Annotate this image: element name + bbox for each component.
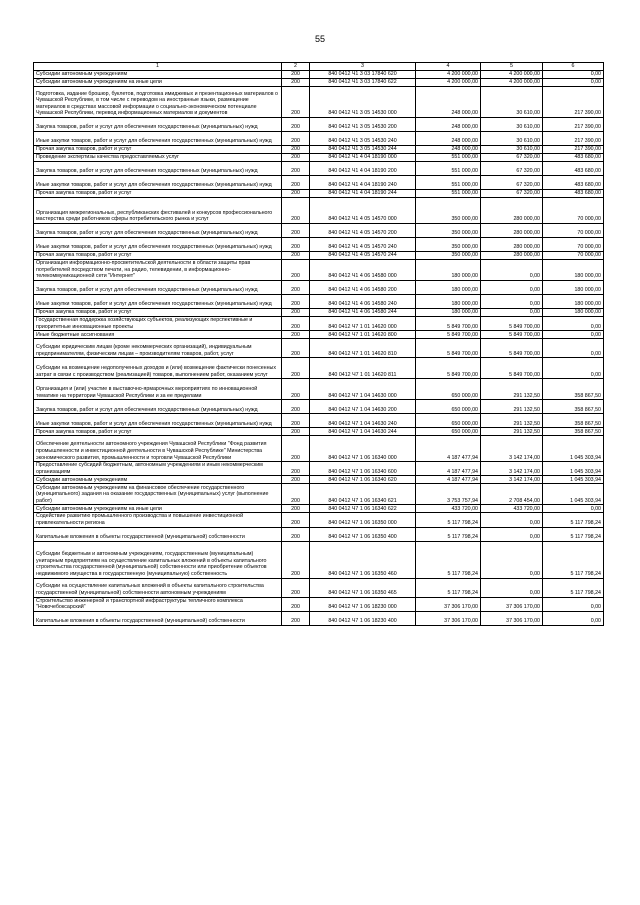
- expense-name-cell: Иные закупки товаров, работ и услуг для обеспечения государственных (муниципальных) нужд: [34, 414, 282, 428]
- expense-name-cell: Субсидии бюджетным и автономным учреждениям, государственным (муниципальным) унитарным предприятиям на осуществление капитальных вложений в объекты капитального строительства государственной (муниципальной) собственности или приобретение объектов недвижимого имущества в государственную (муниципальную) собственность: [34, 541, 282, 578]
- table-row: [34, 71, 604, 79]
- unexecuted-amount-cell: 217 390,00: [543, 132, 604, 146]
- expense-name-cell: Закупка товаров, работ и услуг для обеспечения государственных (муниципальных) нужд: [34, 224, 282, 238]
- expense-name-cell: Прочая закупка товаров, работ и услуг: [34, 252, 282, 260]
- line-code-cell: 200: [282, 331, 310, 339]
- classification-code-cell: 840 0412 Ч7 1 01 14620 810: [310, 339, 416, 358]
- table-row: [34, 224, 604, 238]
- classification-code-cell: 840 0412 Ч7 1 04 14630 200: [310, 400, 416, 414]
- approved-amount-cell: 4 200 000,00: [416, 71, 481, 79]
- line-code-cell: 200: [282, 146, 310, 154]
- approved-amount-cell: 4 187 477,94: [416, 436, 481, 462]
- expense-name-cell: Капитальные вложения в объекты государственной (муниципальной) собственности: [34, 611, 282, 625]
- executed-amount-cell: 2 708 454,00: [481, 484, 543, 505]
- executed-amount-cell: 30 610,00: [481, 146, 543, 154]
- column-number-header: 1: [34, 63, 282, 71]
- expense-name-cell: Иные закупки товаров, работ и услуг для обеспечения государственных (муниципальных) нужд: [34, 132, 282, 146]
- executed-amount-cell: 0,00: [481, 527, 543, 541]
- line-code-cell: 200: [282, 309, 310, 317]
- line-code-cell: 200: [282, 87, 310, 118]
- table-row: [34, 79, 604, 87]
- classification-code-cell: 840 0412 Ч1 4 04 18190 244: [310, 190, 416, 198]
- column-number-row: [34, 63, 604, 71]
- executed-amount-cell: 291 132,50: [481, 400, 543, 414]
- executed-amount-cell: 37 306 170,00: [481, 611, 543, 625]
- table-body: [34, 71, 604, 626]
- unexecuted-amount-cell: 0,00: [543, 358, 604, 379]
- expense-name-cell: Подготовка, издание брошюр, буклетов, подготовка имиджевых и презентационных материалов о Чувашской Республике, в том числе с переводом на иностранные языки, размещение материалов в средствах массовой информации о социально-экономическом потенциале Чувашской Республики, перевод информационных материалов и документов: [34, 87, 282, 118]
- approved-amount-cell: 350 000,00: [416, 198, 481, 224]
- executed-amount-cell: 30 610,00: [481, 87, 543, 118]
- approved-amount-cell: 650 000,00: [416, 414, 481, 428]
- approved-amount-cell: 5 849 700,00: [416, 358, 481, 379]
- budget-table: [33, 62, 604, 626]
- classification-code-cell: 840 0412 Ч7 1 04 14630 000: [310, 379, 416, 400]
- approved-amount-cell: 350 000,00: [416, 252, 481, 260]
- line-code-cell: 200: [282, 462, 310, 476]
- approved-amount-cell: 37 306 170,00: [416, 611, 481, 625]
- table-row: [34, 611, 604, 625]
- unexecuted-amount-cell: 483 680,00: [543, 190, 604, 198]
- executed-amount-cell: 30 610,00: [481, 118, 543, 132]
- table-row: [34, 118, 604, 132]
- approved-amount-cell: 5 117 798,24: [416, 527, 481, 541]
- executed-amount-cell: 280 000,00: [481, 224, 543, 238]
- approved-amount-cell: 180 000,00: [416, 281, 481, 295]
- approved-amount-cell: 248 000,00: [416, 146, 481, 154]
- unexecuted-amount-cell: 5 117 798,24: [543, 527, 604, 541]
- unexecuted-amount-cell: 180 000,00: [543, 260, 604, 281]
- column-number-header: 3: [310, 63, 416, 71]
- line-code-cell: 200: [282, 224, 310, 238]
- classification-code-cell: 840 0412 Ч1 3 05 14530 000: [310, 87, 416, 118]
- line-code-cell: 200: [282, 358, 310, 379]
- approved-amount-cell: 5 849 700,00: [416, 331, 481, 339]
- unexecuted-amount-cell: 483 680,00: [543, 176, 604, 190]
- classification-code-cell: 840 0412 Ч7 1 06 16350 460: [310, 541, 416, 578]
- approved-amount-cell: 551 000,00: [416, 162, 481, 176]
- classification-code-cell: 840 0412 Ч1 4 05 14570 244: [310, 252, 416, 260]
- executed-amount-cell: 0,00: [481, 295, 543, 309]
- table-row: [34, 281, 604, 295]
- classification-code-cell: 840 0412 Ч1 4 04 18190 200: [310, 162, 416, 176]
- classification-code-cell: 840 0412 Ч1 4 05 14570 000: [310, 198, 416, 224]
- expense-name-cell: Прочая закупка товаров, работ и услуг: [34, 309, 282, 317]
- line-code-cell: 200: [282, 252, 310, 260]
- approved-amount-cell: 350 000,00: [416, 224, 481, 238]
- approved-amount-cell: 350 000,00: [416, 238, 481, 252]
- executed-amount-cell: 37 306 170,00: [481, 597, 543, 611]
- approved-amount-cell: 4 187 477,94: [416, 462, 481, 476]
- line-code-cell: 200: [282, 132, 310, 146]
- expense-name-cell: Иные закупки товаров, работ и услуг для обеспечения государственных (муниципальных) нужд: [34, 176, 282, 190]
- expense-name-cell: Организация информационно-просветительской деятельности в области защиты прав потребителей посредством печати, на радио, телевидении, в информационно-телекоммуникационной сети "Интернет": [34, 260, 282, 281]
- table-row: [34, 541, 604, 578]
- approved-amount-cell: 5 117 798,24: [416, 513, 481, 527]
- line-code-cell: 200: [282, 190, 310, 198]
- table-row: [34, 309, 604, 317]
- expense-name-cell: Содействие развитию промышленного производства и повышение инвестиционной привлекательности региона: [34, 513, 282, 527]
- classification-code-cell: 840 0412 Ч1 3 03 17840 622: [310, 79, 416, 87]
- approved-amount-cell: 433 720,00: [416, 505, 481, 513]
- line-code-cell: 200: [282, 317, 310, 331]
- expense-name-cell: Закупка товаров, работ и услуг для обеспечения государственных (муниципальных) нужд: [34, 400, 282, 414]
- approved-amount-cell: 5 117 798,24: [416, 541, 481, 578]
- page-number: 55: [314, 34, 325, 44]
- classification-code-cell: 840 0412 Ч1 4 06 14580 000: [310, 260, 416, 281]
- table-row: [34, 252, 604, 260]
- line-code-cell: 200: [282, 238, 310, 252]
- line-code-cell: 200: [282, 198, 310, 224]
- unexecuted-amount-cell: 0,00: [543, 597, 604, 611]
- classification-code-cell: 840 0412 Ч1 4 04 18190 240: [310, 176, 416, 190]
- classification-code-cell: 840 0412 Ч1 3 05 14530 240: [310, 132, 416, 146]
- expense-name-cell: Закупка товаров, работ и услуг для обеспечения государственных (муниципальных) нужд: [34, 118, 282, 132]
- unexecuted-amount-cell: 0,00: [543, 611, 604, 625]
- table-row: [34, 476, 604, 484]
- table-row: [34, 462, 604, 476]
- line-code-cell: 200: [282, 597, 310, 611]
- classification-code-cell: 840 0412 Ч1 4 06 14580 240: [310, 295, 416, 309]
- unexecuted-amount-cell: 70 000,00: [543, 252, 604, 260]
- expense-name-cell: Иные закупки товаров, работ и услуг для обеспечения государственных (муниципальных) нужд: [34, 295, 282, 309]
- unexecuted-amount-cell: 0,00: [543, 505, 604, 513]
- unexecuted-amount-cell: 217 390,00: [543, 146, 604, 154]
- table-row: [34, 513, 604, 527]
- unexecuted-amount-cell: 5 117 798,24: [543, 541, 604, 578]
- column-number-header: 4: [416, 63, 481, 71]
- expense-name-cell: Государственная поддержка хозяйствующих субъектов, реализующих перспективные и приоритетные инновационные проекты: [34, 317, 282, 331]
- executed-amount-cell: 433 720,00: [481, 505, 543, 513]
- unexecuted-amount-cell: 0,00: [543, 339, 604, 358]
- approved-amount-cell: 551 000,00: [416, 190, 481, 198]
- line-code-cell: 200: [282, 118, 310, 132]
- table-row: [34, 358, 604, 379]
- classification-code-cell: 840 0412 Ч7 1 01 14620 800: [310, 331, 416, 339]
- approved-amount-cell: 4 187 477,94: [416, 476, 481, 484]
- table-row: [34, 198, 604, 224]
- unexecuted-amount-cell: 0,00: [543, 71, 604, 79]
- executed-amount-cell: 30 610,00: [481, 132, 543, 146]
- expense-name-cell: Субсидии на возмещение недополученных доходов и (или) возмещение фактически понесенных затрат в связи с производством (реализацией) товаров, выполнением работ, оказанием услуг: [34, 358, 282, 379]
- approved-amount-cell: 180 000,00: [416, 309, 481, 317]
- classification-code-cell: 840 0412 Ч7 1 01 14620 811: [310, 358, 416, 379]
- table-row: [34, 317, 604, 331]
- classification-code-cell: 840 0412 Ч7 1 06 18230 000: [310, 597, 416, 611]
- unexecuted-amount-cell: 70 000,00: [543, 224, 604, 238]
- table-row: [34, 190, 604, 198]
- table-row: [34, 436, 604, 462]
- classification-code-cell: 840 0412 Ч7 1 06 16350 400: [310, 527, 416, 541]
- table-row: [34, 505, 604, 513]
- expense-name-cell: Прочая закупка товаров, работ и услуг: [34, 428, 282, 436]
- executed-amount-cell: 3 142 174,00: [481, 476, 543, 484]
- line-code-cell: 200: [282, 162, 310, 176]
- expense-name-cell: Субсидии автономным учреждениям на финансовое обеспечение государственного (муниципального) задания на оказание государственных (муниципальных) услуг (выполнение работ): [34, 484, 282, 505]
- approved-amount-cell: 37 306 170,00: [416, 597, 481, 611]
- line-code-cell: 200: [282, 505, 310, 513]
- unexecuted-amount-cell: 358 867,50: [543, 428, 604, 436]
- classification-code-cell: 840 0412 Ч7 1 06 16340 621: [310, 484, 416, 505]
- approved-amount-cell: 5 849 700,00: [416, 317, 481, 331]
- table-row: [34, 331, 604, 339]
- expense-name-cell: Субсидии автономным учреждениям: [34, 476, 282, 484]
- table-row: [34, 87, 604, 118]
- approved-amount-cell: 248 000,00: [416, 87, 481, 118]
- classification-code-cell: 840 0412 Ч7 1 01 14620 000: [310, 317, 416, 331]
- line-code-cell: 200: [282, 260, 310, 281]
- table-row: [34, 260, 604, 281]
- executed-amount-cell: 67 320,00: [481, 162, 543, 176]
- approved-amount-cell: 4 200 000,00: [416, 79, 481, 87]
- classification-code-cell: 840 0412 Ч1 3 05 14530 200: [310, 118, 416, 132]
- approved-amount-cell: 551 000,00: [416, 154, 481, 162]
- approved-amount-cell: 551 000,00: [416, 176, 481, 190]
- approved-amount-cell: 650 000,00: [416, 428, 481, 436]
- table-row: [34, 339, 604, 358]
- unexecuted-amount-cell: 1 045 303,94: [543, 462, 604, 476]
- line-code-cell: 200: [282, 379, 310, 400]
- table-row: [34, 132, 604, 146]
- unexecuted-amount-cell: 217 390,00: [543, 87, 604, 118]
- classification-code-cell: 840 0412 Ч1 4 04 18190 000: [310, 154, 416, 162]
- table-row: [34, 162, 604, 176]
- executed-amount-cell: 291 132,50: [481, 379, 543, 400]
- expense-name-cell: Закупка товаров, работ и услуг для обеспечения государственных (муниципальных) нужд: [34, 162, 282, 176]
- approved-amount-cell: 180 000,00: [416, 260, 481, 281]
- line-code-cell: 200: [282, 71, 310, 79]
- expense-name-cell: Субсидии автономным учреждениям: [34, 71, 282, 79]
- expense-name-cell: Прочая закупка товаров, работ и услуг: [34, 190, 282, 198]
- table-row: [34, 527, 604, 541]
- expense-name-cell: Закупка товаров, работ и услуг для обеспечения государственных (муниципальных) нужд: [34, 281, 282, 295]
- classification-code-cell: 840 0412 Ч1 4 06 14580 200: [310, 281, 416, 295]
- expense-name-cell: Иные закупки товаров, работ и услуг для обеспечения государственных (муниципальных) нужд: [34, 238, 282, 252]
- unexecuted-amount-cell: 0,00: [543, 317, 604, 331]
- table-row: [34, 428, 604, 436]
- unexecuted-amount-cell: 358 867,50: [543, 400, 604, 414]
- executed-amount-cell: 5 849 700,00: [481, 358, 543, 379]
- table-row: [34, 414, 604, 428]
- unexecuted-amount-cell: 70 000,00: [543, 198, 604, 224]
- executed-amount-cell: 280 000,00: [481, 198, 543, 224]
- classification-code-cell: 840 0412 Ч1 4 06 14580 244: [310, 309, 416, 317]
- executed-amount-cell: 5 849 700,00: [481, 317, 543, 331]
- unexecuted-amount-cell: 5 117 798,24: [543, 513, 604, 527]
- line-code-cell: 200: [282, 281, 310, 295]
- table-row: [34, 154, 604, 162]
- unexecuted-amount-cell: 483 680,00: [543, 154, 604, 162]
- expense-name-cell: Предоставление субсидий бюджетным, автономным учреждениям и иным некоммерческим организациям: [34, 462, 282, 476]
- table-row: [34, 484, 604, 505]
- executed-amount-cell: 0,00: [481, 541, 543, 578]
- classification-code-cell: 840 0412 Ч7 1 06 16340 622: [310, 505, 416, 513]
- approved-amount-cell: 3 753 757,94: [416, 484, 481, 505]
- expense-name-cell: Обеспечение деятельности автономного учреждения Чувашской Республики "Фонд развития промышленности и инвестиционной деятельности в Чувашской Республике" Министерства экономического развития, промышленности и торговли Чувашской Республики: [34, 436, 282, 462]
- column-number-header: 5: [481, 63, 543, 71]
- expense-name-cell: Субсидии на осуществление капитальных вложений в объекты капитального строительства государственной (муниципальной) собственности автономным учреждениям: [34, 578, 282, 597]
- line-code-cell: 200: [282, 79, 310, 87]
- approved-amount-cell: 5 849 700,00: [416, 339, 481, 358]
- table-row: [34, 146, 604, 154]
- line-code-cell: 200: [282, 513, 310, 527]
- unexecuted-amount-cell: 180 000,00: [543, 295, 604, 309]
- executed-amount-cell: 5 849 700,00: [481, 339, 543, 358]
- executed-amount-cell: 3 142 174,00: [481, 436, 543, 462]
- unexecuted-amount-cell: 358 867,50: [543, 414, 604, 428]
- approved-amount-cell: 5 117 798,24: [416, 578, 481, 597]
- classification-code-cell: 840 0412 Ч7 1 06 16340 000: [310, 436, 416, 462]
- expense-name-cell: Строительство инженерной и транспортной инфраструктуры тепличного комплекса "Новочебоксарский": [34, 597, 282, 611]
- expense-name-cell: Организация межрегиональных, республиканских фестивалей и конкурсов профессионального мастерства среди работников сферы потребительского рынка и услуг: [34, 198, 282, 224]
- expense-name-cell: Прочая закупка товаров, работ и услуг: [34, 146, 282, 154]
- executed-amount-cell: 291 132,50: [481, 428, 543, 436]
- classification-code-cell: 840 0412 Ч7 1 06 16350 465: [310, 578, 416, 597]
- executed-amount-cell: 0,00: [481, 513, 543, 527]
- table-row: [34, 176, 604, 190]
- line-code-cell: 200: [282, 436, 310, 462]
- line-code-cell: 200: [282, 414, 310, 428]
- table-row: [34, 597, 604, 611]
- approved-amount-cell: 650 000,00: [416, 379, 481, 400]
- line-code-cell: 200: [282, 541, 310, 578]
- table-row: [34, 578, 604, 597]
- column-number-header: 2: [282, 63, 310, 71]
- unexecuted-amount-cell: 0,00: [543, 79, 604, 87]
- executed-amount-cell: 4 200 000,00: [481, 79, 543, 87]
- line-code-cell: 200: [282, 339, 310, 358]
- unexecuted-amount-cell: 180 000,00: [543, 281, 604, 295]
- table-row: [34, 400, 604, 414]
- classification-code-cell: 840 0412 Ч7 1 04 14630 244: [310, 428, 416, 436]
- classification-code-cell: 840 0412 Ч1 3 05 14530 244: [310, 146, 416, 154]
- table-row: [34, 295, 604, 309]
- executed-amount-cell: 67 320,00: [481, 190, 543, 198]
- executed-amount-cell: 280 000,00: [481, 238, 543, 252]
- executed-amount-cell: 67 320,00: [481, 154, 543, 162]
- unexecuted-amount-cell: 358 867,50: [543, 379, 604, 400]
- line-code-cell: 200: [282, 400, 310, 414]
- executed-amount-cell: 0,00: [481, 281, 543, 295]
- approved-amount-cell: 248 000,00: [416, 132, 481, 146]
- unexecuted-amount-cell: 1 045 303,94: [543, 476, 604, 484]
- approved-amount-cell: 650 000,00: [416, 400, 481, 414]
- classification-code-cell: 840 0412 Ч7 1 06 16340 620: [310, 476, 416, 484]
- executed-amount-cell: 0,00: [481, 309, 543, 317]
- expense-name-cell: Субсидии юридическим лицам (кроме некоммерческих организаций), индивидуальным предпринимателям, физическим лицам – производителям товаров, работ, услуг: [34, 339, 282, 358]
- expense-name-cell: Субсидии автономным учреждениям на иные цели: [34, 505, 282, 513]
- expense-name-cell: Капитальные вложения в объекты государственной (муниципальной) собственности: [34, 527, 282, 541]
- executed-amount-cell: 0,00: [481, 260, 543, 281]
- approved-amount-cell: 180 000,00: [416, 295, 481, 309]
- executed-amount-cell: 0,00: [481, 578, 543, 597]
- classification-code-cell: 840 0412 Ч7 1 04 14630 240: [310, 414, 416, 428]
- unexecuted-amount-cell: 180 000,00: [543, 309, 604, 317]
- line-code-cell: 200: [282, 578, 310, 597]
- unexecuted-amount-cell: 5 117 798,24: [543, 578, 604, 597]
- unexecuted-amount-cell: 70 000,00: [543, 238, 604, 252]
- classification-code-cell: 840 0412 Ч7 1 06 16340 600: [310, 462, 416, 476]
- executed-amount-cell: 3 142 174,00: [481, 462, 543, 476]
- classification-code-cell: 840 0412 Ч7 1 06 18230 400: [310, 611, 416, 625]
- executed-amount-cell: 4 200 000,00: [481, 71, 543, 79]
- line-code-cell: 200: [282, 476, 310, 484]
- executed-amount-cell: 5 849 700,00: [481, 331, 543, 339]
- approved-amount-cell: 248 000,00: [416, 118, 481, 132]
- line-code-cell: 200: [282, 295, 310, 309]
- executed-amount-cell: 291 132,50: [481, 414, 543, 428]
- executed-amount-cell: 280 000,00: [481, 252, 543, 260]
- classification-code-cell: 840 0412 Ч1 4 05 14570 200: [310, 224, 416, 238]
- classification-code-cell: 840 0412 Ч7 1 06 16350 000: [310, 513, 416, 527]
- classification-code-cell: 840 0412 Ч1 4 05 14570 240: [310, 238, 416, 252]
- line-code-cell: 200: [282, 527, 310, 541]
- expense-name-cell: Иные бюджетные ассигнования: [34, 331, 282, 339]
- table-row: [34, 238, 604, 252]
- unexecuted-amount-cell: 1 045 303,94: [543, 436, 604, 462]
- executed-amount-cell: 67 320,00: [481, 176, 543, 190]
- expense-name-cell: Субсидии автономным учреждениям на иные цели: [34, 79, 282, 87]
- line-code-cell: 200: [282, 611, 310, 625]
- column-number-header: 6: [543, 63, 604, 71]
- line-code-cell: 200: [282, 154, 310, 162]
- expense-name-cell: Организация и (или) участие в выставочно-ярмарочных мероприятиях по инновационной тематике на территории Чувашской Республики и за ее пределами: [34, 379, 282, 400]
- expense-name-cell: Проведение экспертизы качества предоставляемых услуг: [34, 154, 282, 162]
- unexecuted-amount-cell: 483 680,00: [543, 162, 604, 176]
- unexecuted-amount-cell: 1 045 303,94: [543, 484, 604, 505]
- line-code-cell: 200: [282, 484, 310, 505]
- line-code-cell: 200: [282, 428, 310, 436]
- table-row: [34, 379, 604, 400]
- line-code-cell: 200: [282, 176, 310, 190]
- unexecuted-amount-cell: 217 390,00: [543, 118, 604, 132]
- unexecuted-amount-cell: 0,00: [543, 331, 604, 339]
- classification-code-cell: 840 0412 Ч1 3 03 17840 620: [310, 71, 416, 79]
